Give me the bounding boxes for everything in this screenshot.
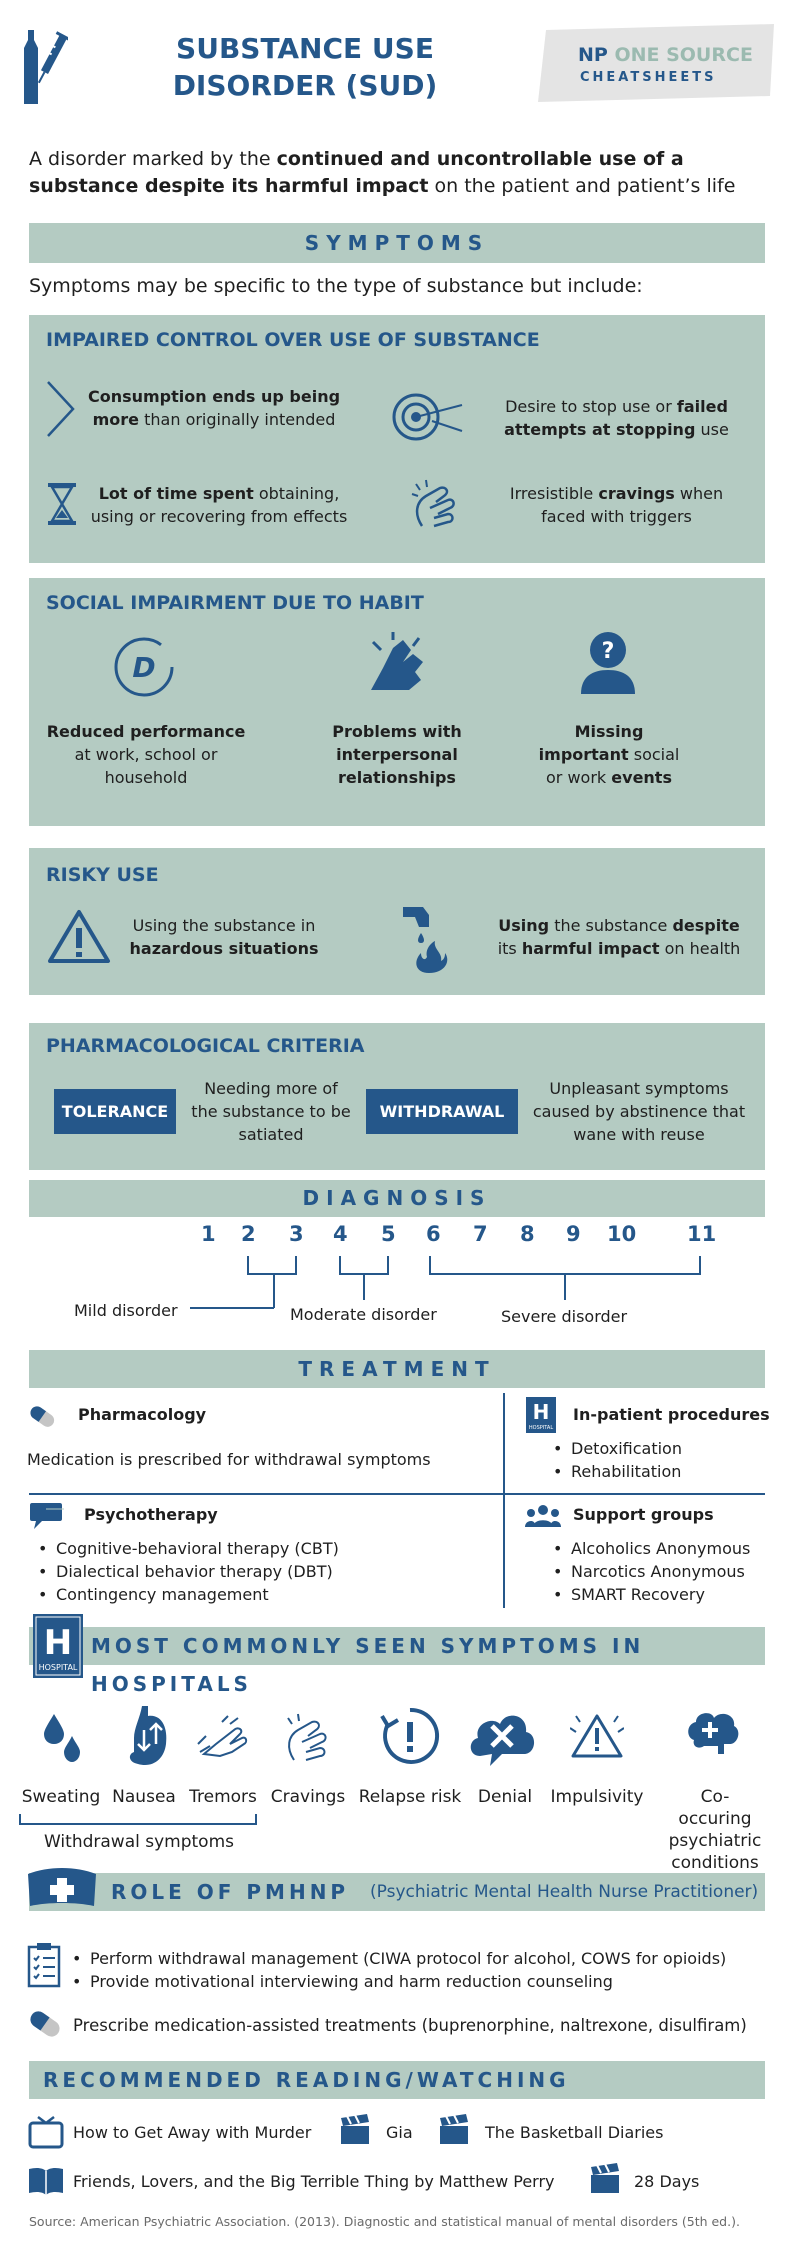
list-item: • Rehabilitation — [545, 1460, 682, 1483]
bold-text: despite — [672, 916, 740, 935]
intro-part: A disorder marked by the — [29, 148, 277, 170]
symptoms-lead: Symptoms may be specific to the type of substance but include: — [29, 275, 643, 297]
social-item-1 — [41, 720, 251, 789]
criteria-number: 10 — [607, 1222, 637, 1246]
withdrawal-desc: Unpleasant symptoms caused by abstinence that wane with reuse — [532, 1079, 746, 1144]
svg-text:HOSPITAL: HOSPITAL — [528, 1425, 554, 1431]
book-icon — [27, 2165, 65, 2201]
withdrawal-bracket — [0, 1812, 794, 1828]
impulsivity-warning-icon — [570, 1712, 624, 1764]
group-icon — [525, 1503, 561, 1533]
person-question-icon — [577, 630, 639, 700]
criteria-number: 11 — [687, 1222, 717, 1246]
title-line-1: SUBSTANCE USE — [176, 32, 434, 65]
symptoms-band: SYMPTOMS — [29, 223, 765, 263]
social-impairment-panel — [29, 578, 765, 826]
tv-icon — [28, 2115, 64, 2153]
text: use — [695, 420, 729, 439]
brain-icon — [684, 1710, 740, 1764]
bold-text: Missing important — [538, 722, 644, 764]
treatment-band: TREATMENT — [29, 1350, 765, 1388]
hospital-symptom-label: Tremors — [189, 1787, 257, 1807]
list-item: • SMART Recovery — [545, 1583, 750, 1606]
criteria-number: 5 — [381, 1222, 396, 1246]
reading-item-1: How to Get Away with Murder — [73, 2123, 312, 2142]
page-title — [140, 30, 470, 104]
text: the substance — [549, 916, 673, 935]
chevron-right-icon — [45, 379, 77, 443]
hospital-symptom-label: Nausea — [112, 1787, 176, 1807]
hospital-symptom-label: Relapse risk — [358, 1787, 462, 1807]
hospital-symptom-label: Sweating — [21, 1787, 101, 1807]
text: social or work — [546, 745, 680, 787]
pmhnp-subtitle: (Psychiatric Mental Health Nurse Practitioner) — [370, 1882, 759, 1902]
impaired-item-3 — [89, 482, 349, 528]
treatment-divider-v — [503, 1393, 505, 1608]
intro-part: on the patient and patient’s life — [428, 175, 736, 197]
text: when faced with triggers — [541, 484, 724, 526]
bold-text: hazardous situations — [129, 939, 319, 958]
checklist-icon — [27, 1942, 61, 1992]
bold-text: Reduced performance — [46, 722, 246, 741]
hospital-symptom-label: Denial — [477, 1787, 533, 1807]
hospital-symptom-label: Co-occuring psychiatric conditions — [668, 1787, 762, 1873]
impaired-item-2 — [489, 395, 744, 441]
pill-icon — [27, 1404, 57, 1434]
bold-text: harmful impact — [521, 939, 660, 958]
psycho-title: Psychotherapy — [84, 1505, 218, 1524]
reading-item-3: The Basketball Diaries — [485, 2123, 664, 2142]
text: Using the substance in — [132, 916, 316, 935]
svg-text:D: D — [132, 651, 156, 684]
hospital-band: MOST COMMONLY SEEN SYMPTOMS IN HOSPITALS — [29, 1627, 765, 1665]
list-item: • Detoxification — [545, 1437, 682, 1460]
panel-title: RISKY USE — [46, 864, 159, 886]
bold-text: events — [611, 768, 672, 787]
list-item: • Contingency management — [30, 1583, 339, 1606]
tolerance-desc: Needing more of the substance to be satiated — [191, 1079, 351, 1144]
text: at work, school or household — [74, 745, 218, 787]
hospital-symptom-label: Cravings — [270, 1787, 346, 1807]
reading-item-4: Friends, Lovers, and the Big Terrible Thing by Matthew Perry — [73, 2172, 555, 2191]
criteria-number: 6 — [426, 1222, 441, 1246]
title-line-2: DISORDER (SUD) — [172, 69, 438, 102]
inpatient-title: In-patient procedures — [573, 1405, 770, 1424]
text: Irresistible — [509, 484, 599, 503]
list-item: • Narcotics Anonymous — [545, 1560, 750, 1583]
list-item: • Alcoholics Anonymous — [545, 1537, 750, 1560]
bold-text: Using — [498, 916, 550, 935]
logo-one-source: ONE SOURCE — [614, 44, 753, 66]
tolerance-chip: TOLERANCE — [54, 1089, 176, 1134]
logo-np: NP — [578, 44, 608, 66]
svg-text:H: H — [43, 1623, 73, 1663]
hospital-icon — [526, 1397, 556, 1437]
tremor-hand-icon — [196, 1714, 250, 1766]
target-icon — [392, 391, 466, 447]
clapperboard-icon — [339, 2114, 371, 2148]
sweat-drops-icon — [42, 1712, 82, 1768]
reading-item-2: Gia — [386, 2123, 413, 2142]
criteria-number: 1 — [201, 1222, 216, 1246]
text: than originally intended — [139, 410, 336, 429]
text: Desire to stop use or — [505, 397, 677, 416]
panel-title: IMPAIRED CONTROL OVER USE OF SUBSTANCE — [46, 329, 540, 351]
prescribe-text: Prescribe medication-assisted treatments (buprenorphine, naltrexone, disulfiram) — [73, 2016, 747, 2035]
pmhnp-title: ROLE OF PMHNP — [111, 1880, 350, 1904]
pharmacological-panel — [29, 1023, 765, 1170]
hospital-symptom-label: Impulsivity — [550, 1787, 644, 1807]
clapperboard-icon — [438, 2114, 470, 2148]
craving-hand-icon — [410, 478, 462, 534]
relapse-alert-icon — [380, 1706, 440, 1770]
criteria-number: 4 — [333, 1222, 348, 1246]
criteria-number: 2 — [241, 1222, 256, 1246]
moderate-label: Moderate disorder — [290, 1305, 437, 1324]
risky-item-1 — [124, 914, 324, 960]
bold-text: Lot of time spent — [98, 484, 254, 503]
pharmacology-title: Pharmacology — [78, 1405, 207, 1424]
panel-title: PHARMACOLOGICAL CRITERIA — [46, 1035, 365, 1057]
logo — [538, 24, 778, 102]
social-item-3 — [529, 720, 689, 789]
reading-item-5: 28 Days — [634, 2172, 700, 2191]
list-item: • Provide motivational interviewing and harm reduction counseling — [64, 1970, 726, 1993]
cravings-hand-icon — [282, 1712, 336, 1768]
list-item: • Cognitive-behavioral therapy (CBT) — [30, 1537, 339, 1560]
pmhnp-list — [64, 1947, 726, 1993]
text: its — [497, 939, 522, 958]
pmhnp-band — [29, 1873, 765, 1911]
svg-text:?: ? — [601, 639, 615, 664]
clapperboard-icon — [589, 2163, 621, 2197]
pharmacology-text: Medication is prescribed for withdrawal symptoms — [27, 1450, 431, 1469]
list-item: • Dialectical behavior therapy (DBT) — [30, 1560, 339, 1583]
support-groups-list — [545, 1537, 750, 1606]
mild-label: Mild disorder — [74, 1301, 178, 1320]
severe-label: Severe disorder — [501, 1307, 628, 1326]
source-citation: Source: American Psychiatric Association. (2013). Diagnostic and statistical manual of mental disorders (5th ed.). — [29, 2214, 740, 2229]
panel-title: SOCIAL IMPAIRMENT DUE TO HABIT — [46, 592, 424, 614]
warning-triangle-icon — [47, 908, 111, 968]
criteria-number: 7 — [473, 1222, 488, 1246]
risky-use-panel — [29, 848, 765, 995]
list-item: • Perform withdrawal management (CIWA protocol for alcohol, COWS for opioids) — [64, 1947, 726, 1970]
hourglass-icon — [47, 482, 77, 530]
impaired-item-4 — [489, 482, 744, 528]
impaired-item-1 — [84, 385, 344, 431]
treatment-divider-h — [29, 1493, 765, 1495]
psychotherapy-list — [30, 1537, 339, 1606]
pill-icon — [27, 2009, 63, 2043]
stomach-icon — [118, 1704, 170, 1774]
impaired-control-panel — [29, 315, 765, 563]
intro-text — [29, 146, 769, 200]
svg-text:HOSPITAL: HOSPITAL — [38, 1663, 78, 1672]
clasped-hands-icon — [363, 628, 433, 702]
text: on health — [659, 939, 741, 958]
hospital-badge-icon — [33, 1614, 83, 1682]
bold-text: cravings — [598, 484, 675, 503]
criteria-number: 9 — [566, 1222, 581, 1246]
intro-bold: continued and uncontrollable use of a substance despite its harmful impact — [29, 148, 684, 197]
inpatient-list — [545, 1437, 682, 1483]
criteria-number: 8 — [520, 1222, 535, 1246]
nurse-cap-icon — [24, 1866, 100, 1918]
social-item-2: Problems with interpersonal relationships — [332, 722, 462, 787]
support-title: Support groups — [573, 1505, 714, 1524]
logo-cheatsheets: CHEATSHEETS — [580, 70, 717, 85]
svg-text:H: H — [532, 1400, 550, 1424]
diagnosis-band: DIAGNOSIS — [29, 1180, 765, 1217]
speech-bubble-icon — [28, 1501, 64, 1535]
bold-text: failed attempts at stopping — [504, 397, 728, 439]
bold-text: Consumption ends up being more — [87, 387, 341, 429]
text: obtaining, using or recovering from effects — [90, 484, 348, 526]
fuel-fire-icon — [399, 903, 453, 979]
reading-band: RECOMMENDED READING/WATCHING — [29, 2061, 765, 2099]
risky-item-2 — [489, 914, 749, 960]
withdrawal-label: Withdrawal symptoms — [44, 1832, 234, 1852]
grade-d-icon — [113, 636, 175, 702]
denial-cloud-icon — [466, 1706, 538, 1772]
criteria-number: 3 — [289, 1222, 304, 1246]
bottle-syringe-icon — [22, 28, 68, 108]
withdrawal-chip: WITHDRAWAL — [366, 1089, 518, 1134]
